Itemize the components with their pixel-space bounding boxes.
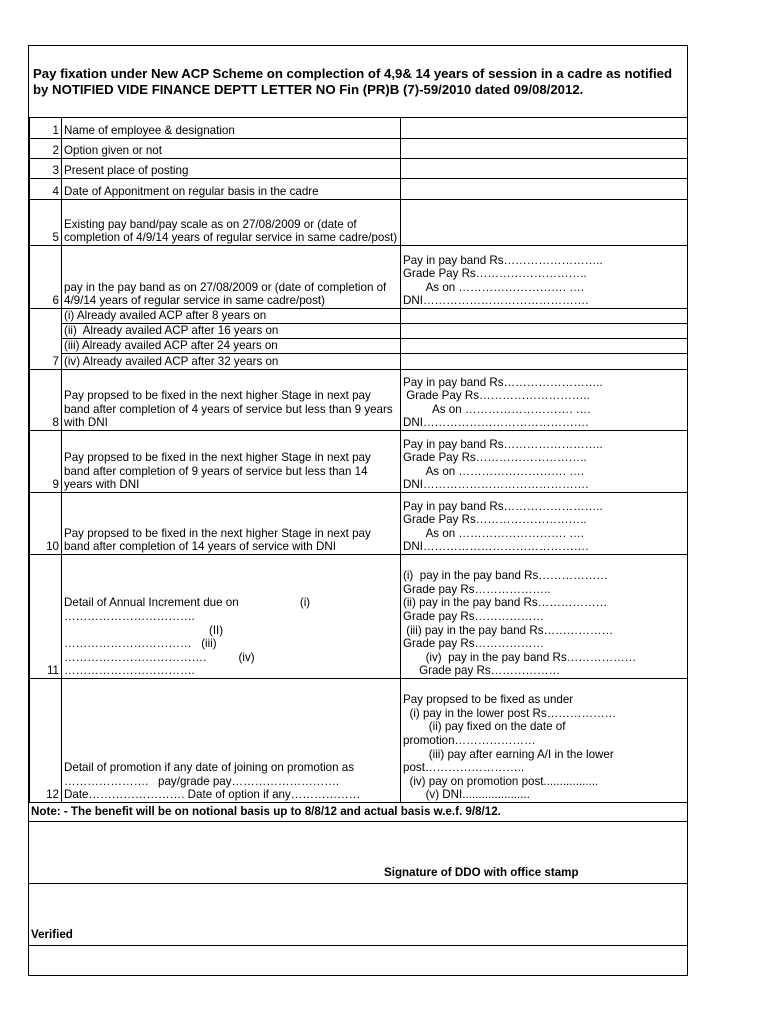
row-value-field[interactable]: Pay in pay band Rs…………………….. Grade Pay Rs……………………….. As on ………………………. …. DNI……………………………………. <box>401 370 688 431</box>
row-description: Date of Apponitment on regular basis in the cadre <box>62 179 401 200</box>
acp-subitem: (iii) Already availed ACP after 24 years on <box>62 339 401 354</box>
divider <box>29 945 687 946</box>
table-row <box>30 324 688 339</box>
form-title: Pay fixation under New ACP Scheme on complection of 4,9& 14 years of session in a cadre as notified by NOTIFIED VIDE FINANCE DEPTT LETTER NO Fin (PR)B (7)-59/2010 dated 09/08/2012. <box>33 66 673 97</box>
row-number: 2 <box>30 139 62 159</box>
row-description: Detail of promotion if any date of joining on promotion as …………………. pay/grade pay………………………. Date……………………. Date of option if any……………… <box>62 679 401 803</box>
pay-fixation-table <box>29 117 688 803</box>
table-row <box>30 139 688 159</box>
row-description: Pay propsed to be fixed in the next higher Stage in next pay band after completion of 14 years of service with DNI <box>62 493 401 555</box>
row-description: Existing pay band/pay scale as on 27/08/2009 or (date of completion of 4/9/14 years of regular service in same cadre/post) <box>62 200 401 246</box>
table-row <box>30 200 688 246</box>
row-value-field[interactable] <box>401 339 688 354</box>
table-row <box>30 555 688 679</box>
row-description: Present place of posting <box>62 159 401 179</box>
row-description: Name of employee & designation <box>62 118 401 139</box>
row-number: 6 <box>30 246 62 309</box>
row-value-field[interactable] <box>401 118 688 139</box>
row-value-field[interactable] <box>401 179 688 200</box>
row-number: 3 <box>30 159 62 179</box>
table-row <box>30 246 688 309</box>
row-description: Option given or not <box>62 139 401 159</box>
row-description: Pay propsed to be fixed in the next higher Stage in next pay band after completion of 4 years of service but less than 9 years with DNI <box>62 370 401 431</box>
row-description: Pay propsed to be fixed in the next higher Stage in next pay band after completion of 9 years of service but less than 14 years with DNI <box>62 431 401 493</box>
row-value-field[interactable]: (i) pay in the pay band Rs……………… Grade pay Rs……………….. (ii) pay in the pay band Rs……………… Grade pay Rs……………… (iii) pay in the pay band Rs……………… Grade pay Rs……………… (iv) pay in the pay band Rs……………… Grade pay Rs……………… <box>401 555 688 679</box>
table-row <box>30 679 688 803</box>
row-number: 11 <box>30 555 62 679</box>
table-row <box>30 493 688 555</box>
row-number: 8 <box>30 370 62 431</box>
acp-subitem: (ii) Already availed ACP after 16 years on <box>62 324 401 339</box>
row-value-field[interactable] <box>401 200 688 246</box>
table-row <box>30 431 688 493</box>
row-value-field[interactable] <box>401 354 688 370</box>
row-value-field[interactable]: Pay in pay band Rs…………………….. Grade Pay Rs……………………….. As on ………………………. …. DNI……………………………………. <box>401 493 688 555</box>
form-sheet <box>28 45 688 976</box>
row-number: 5 <box>30 200 62 246</box>
row-description: Detail of Annual Increment due on (i) ……………………………. (II) …………………………… (iii) ………………………………. (iv) ……………………………. <box>62 555 401 679</box>
table-row <box>30 354 688 370</box>
row-number: 9 <box>30 431 62 493</box>
divider <box>29 821 687 822</box>
divider <box>29 883 687 884</box>
signature-label: Signature of DDO with office stamp <box>384 866 579 879</box>
table-row <box>30 118 688 139</box>
row-number: 4 <box>30 179 62 200</box>
row-value-field[interactable] <box>401 324 688 339</box>
row-description: pay in the pay band as on 27/08/2009 or (date of completion of 4/9/14 years of regular service in same cadre/post) <box>62 246 401 309</box>
row-value-field[interactable] <box>401 159 688 179</box>
table-row <box>30 179 688 200</box>
row-number: 1 <box>30 118 62 139</box>
row-value-field[interactable]: Pay in pay band Rs…………………….. Grade Pay Rs……………………….. As on ………………………. …. DNI……………………………………. <box>401 431 688 493</box>
row-number: 7 <box>30 309 62 370</box>
verified-label: Verified <box>31 928 73 941</box>
acp-subitem: (i) Already availed ACP after 8 years on <box>62 309 401 324</box>
row-value-field[interactable] <box>401 309 688 324</box>
table-row <box>30 159 688 179</box>
row-number: 10 <box>30 493 62 555</box>
row-value-field[interactable] <box>401 139 688 159</box>
row-value-field[interactable]: Pay in pay band Rs…………………….. Grade Pay Rs……………………….. As on ………………………. …. DNI……………………………………. <box>401 246 688 309</box>
table-row <box>30 370 688 431</box>
acp-subitem: (iv) Already availed ACP after 32 years on <box>62 354 401 370</box>
table-row <box>30 339 688 354</box>
row-number: 12 <box>30 679 62 803</box>
row-value-field[interactable]: Pay propsed to be fixed as under (i) pay in the lower post Rs……………… (ii) pay fixed on the date of promotion………………… (iii) pay after earning A/I in the lower post…………………….. (iv) pay on promotion post................. (v) DNI..................... <box>401 679 688 803</box>
note-text: Note: - The benefit will be on notional basis up to 8/8/12 and actual basis w.e.f. 9/8/12. <box>31 805 501 818</box>
table-row <box>30 309 688 324</box>
